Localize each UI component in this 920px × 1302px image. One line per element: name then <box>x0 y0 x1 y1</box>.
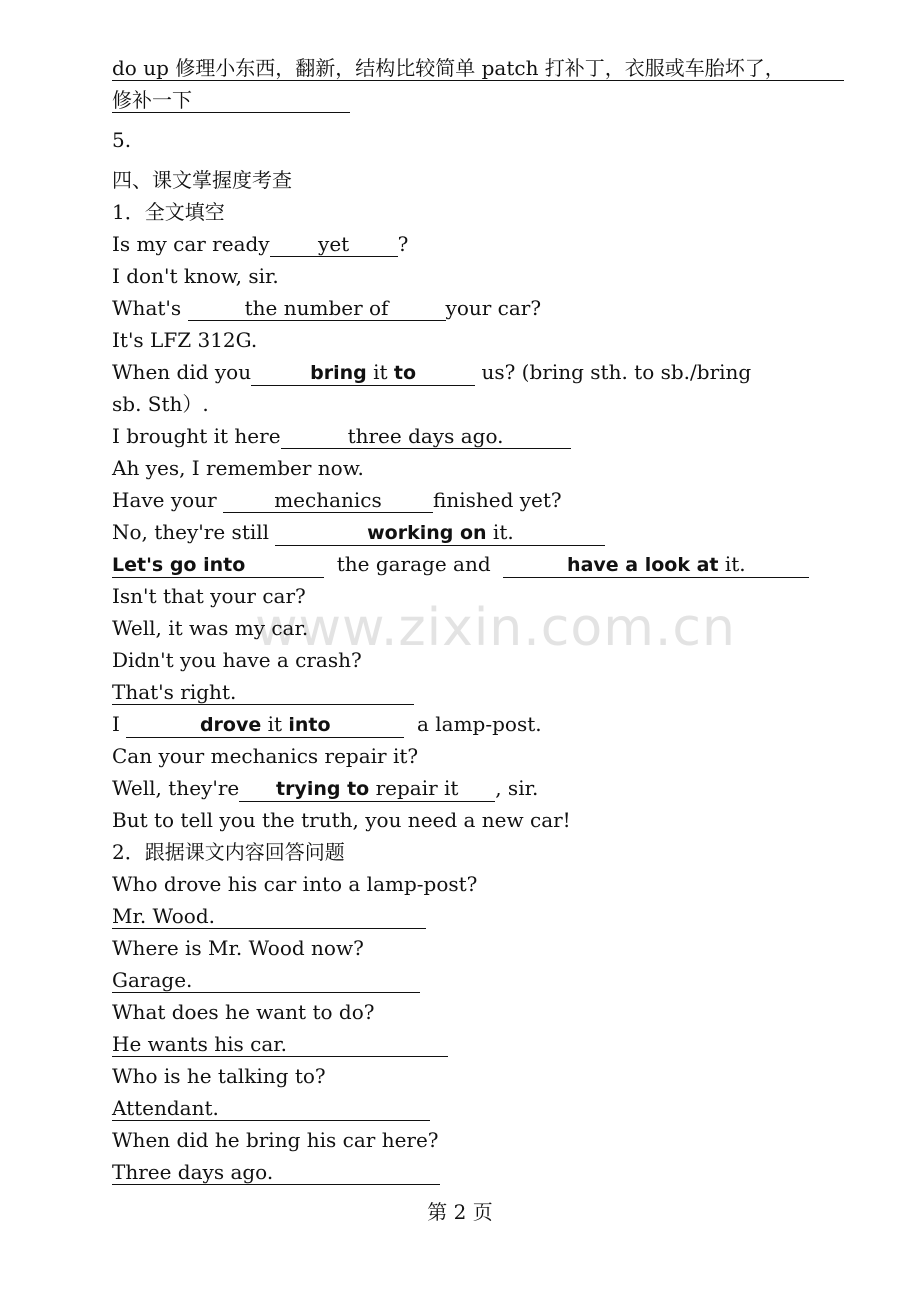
fill-blank-6 <box>275 520 605 546</box>
dialogue-line-1 <box>112 228 860 260</box>
text: ? <box>397 232 409 256</box>
dialogue-line-17: Can your mechanics repair it? <box>112 744 419 768</box>
intro-text-1: do up 修理小东西，翻新，结构比较简单 patch 打补丁，衣服或车胎坏了， <box>112 56 844 81</box>
text: your car? <box>445 296 542 320</box>
dialogue-line-4: It's LFZ 312G. <box>112 328 258 352</box>
answer-text: Three days ago. <box>112 1160 440 1185</box>
question-3: What does he want to do? <box>112 1000 375 1024</box>
answer-bold: to <box>393 362 417 384</box>
answer-bold: drove <box>199 714 262 736</box>
text: the garage and <box>324 552 504 576</box>
answer-bold: into <box>288 714 331 736</box>
fill-blank-1: yet <box>270 232 398 257</box>
answer-bold: have a look at <box>567 554 719 576</box>
dialogue-line-11 <box>112 548 860 580</box>
dialogue-line-8: Ah yes, I remember now. <box>112 456 364 480</box>
question-1: Who drove his car into a lamp-post? <box>112 872 478 896</box>
dialogue-line-12: Isn't that your car? <box>112 584 306 608</box>
question-2: Where is Mr. Wood now? <box>112 936 364 960</box>
dialogue-line-5 <box>112 356 860 388</box>
text: Is my car ready <box>112 232 270 256</box>
dialogue-line-14: Didn't you have a crash? <box>112 648 362 672</box>
answer-text: it. <box>486 520 514 544</box>
text: finished yet? <box>433 488 562 512</box>
fill-blank-9 <box>126 712 404 738</box>
dialogue-line-7 <box>112 420 860 452</box>
dialogue-line-6: sb. Sth）. <box>112 392 209 416</box>
answer-bold: Let's go into <box>112 554 246 576</box>
answer-text: Mr. Wood. <box>112 904 426 929</box>
dialogue-line-16 <box>112 708 860 740</box>
fill-blank-5: mechanics <box>223 488 433 513</box>
answer-5 <box>112 1156 860 1188</box>
fill-blank-8 <box>503 552 809 578</box>
dialogue-line-15 <box>112 676 860 708</box>
underlined-answer: That's right. <box>112 680 414 705</box>
text: Well, they're <box>112 776 240 800</box>
answer-text: it. <box>718 552 746 576</box>
answer-2 <box>112 964 860 996</box>
answer-text: Garage. <box>112 968 420 993</box>
text: Have your <box>112 488 223 512</box>
question-4: Who is he talking to? <box>112 1064 326 1088</box>
dialogue-line-9 <box>112 484 860 516</box>
answer-text: He wants his car. <box>112 1032 448 1057</box>
answer-text: Attendant. <box>112 1096 430 1121</box>
part2-heading: 2．跟据课文内容回答问题 <box>112 840 345 864</box>
answer-bold: trying to <box>275 778 370 800</box>
text: , sir. <box>495 776 539 800</box>
dialogue-line-13: Well, it was my car. <box>112 616 309 640</box>
question-5: When did he bring his car here? <box>112 1128 439 1152</box>
answer-bold: bring <box>310 362 367 384</box>
text: No, they're still <box>112 520 276 544</box>
text: I <box>112 712 127 736</box>
text: When did you <box>112 360 252 384</box>
dialogue-line-18 <box>112 772 860 804</box>
page-number: 第 2 页 <box>427 1200 493 1224</box>
fill-blank-10 <box>239 776 495 802</box>
intro-line-1 <box>112 52 860 84</box>
fill-blank-3 <box>251 360 475 386</box>
dialogue-line-3 <box>112 292 860 324</box>
dialogue-line-2: I don't know, sir. <box>112 264 279 288</box>
text: I brought it here <box>112 424 281 448</box>
item-5: 5. <box>112 128 132 152</box>
intro-text-2: 修补一下 <box>112 88 350 113</box>
answer-bold: working on <box>367 522 487 544</box>
answer-text: it <box>261 712 289 736</box>
intro-line-2 <box>112 84 860 116</box>
dialogue-line-19: But to tell you the truth, you need a new car! <box>112 808 571 832</box>
fill-blank-4: three days ago. <box>281 424 571 449</box>
text: What's <box>112 296 188 320</box>
answer-text: repair it <box>369 776 459 800</box>
text: us? (bring sth. to sb./bring <box>475 360 752 384</box>
part1-heading: 1．全文填空 <box>112 200 225 224</box>
answer-text: it <box>366 360 394 384</box>
dialogue-line-10 <box>112 516 860 548</box>
text: a lamp-post. <box>404 712 542 736</box>
fill-blank-7 <box>112 552 324 578</box>
fill-blank-2: the number of <box>188 296 446 321</box>
section-title: 四、课文掌握度考查 <box>112 168 292 192</box>
watermark: www.zixin.com.cn <box>255 598 736 658</box>
answer-1 <box>112 900 860 932</box>
answer-4 <box>112 1092 860 1124</box>
answer-3 <box>112 1028 860 1060</box>
